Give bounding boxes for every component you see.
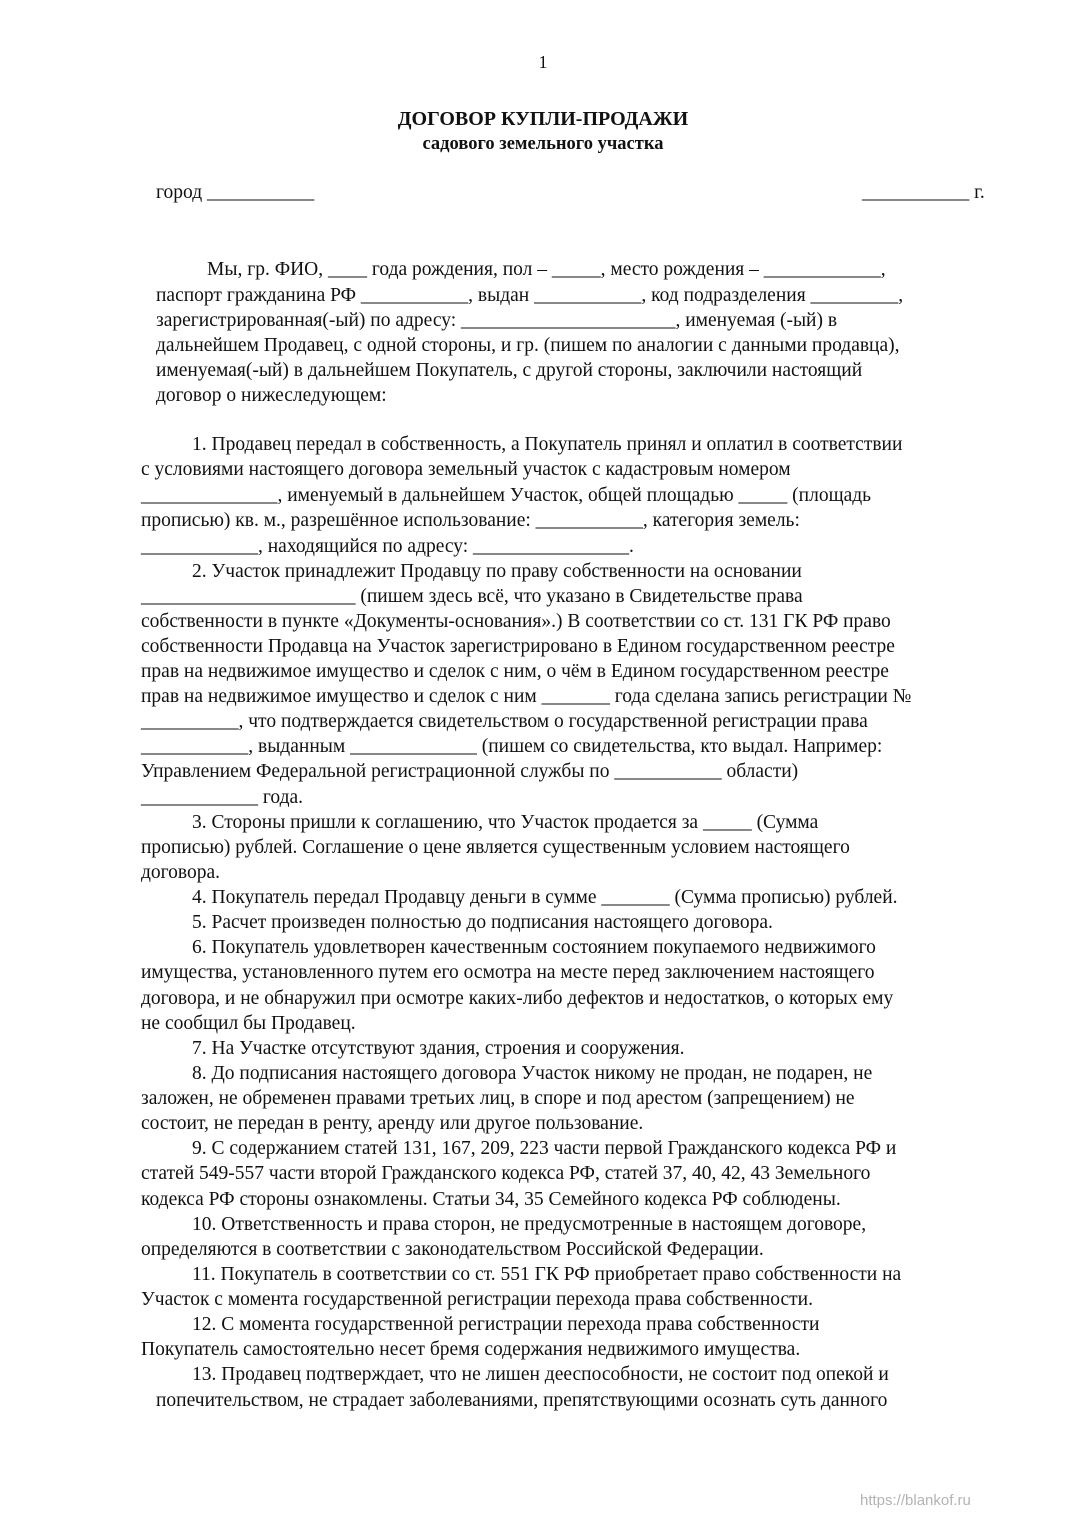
clause-line: 1. Продавец передал в собственность, а Покупатель принял и оплатил в соответствии <box>192 434 903 455</box>
clause-line: прав на недвижимое имущество и сделок с ним _______ года сделана запись регистрации № <box>141 686 912 707</box>
watermark-link: https://blankof.ru <box>860 1492 971 1509</box>
clause-line: имущества, установленного путем его осмотра на месте перед заключением настоящего <box>141 962 875 983</box>
clause-line: Участок с момента государственной регистрации перехода права собственности. <box>141 1289 813 1310</box>
clause-line: 10. Ответственность и права сторон, не предусмотренные в настоящем договоре, <box>192 1214 867 1235</box>
clause-line: 8. До подписания настоящего договора Участок никому не продан, не подарен, не <box>192 1063 873 1084</box>
clause-line: кодекса РФ стороны ознакомлены. Статьи 34, 35 Семейного кодекса РФ соблюдены. <box>141 1189 841 1210</box>
clause-line: 2. Участок принадлежит Продавцу по праву собственности на основании <box>192 561 802 582</box>
clause-line: собственности в пункте «Документы-основания».) В соответствии со ст. 131 ГК РФ право <box>141 611 891 632</box>
clause-line: 4. Покупатель передал Продавцу деньги в сумме _______ (Сумма прописью) рублей. <box>192 887 898 908</box>
clause-line: 3. Стороны пришли к соглашению, что Участок продается за _____ (Сумма <box>192 812 819 833</box>
clause-line: 9. С содержанием статей 131, 167, 209, 223 части первой Гражданского кодекса РФ и <box>192 1138 897 1159</box>
clause-line: 12. С момента государственной регистрации перехода права собственности <box>192 1314 820 1335</box>
clause-line: 7. На Участке отсутствуют здания, строения и сооружения. <box>192 1038 685 1059</box>
clause-line: 11. Покупатель в соответствии со ст. 551 ГК РФ приобретает право собственности на <box>192 1264 902 1285</box>
clause-line: не сообщил бы Продавец. <box>141 1013 356 1034</box>
preamble-line: паспорт гражданина РФ ___________, выдан ___________, код подразделения _________, <box>156 285 904 306</box>
clause-line: договора. <box>141 862 221 883</box>
clause-line: ______________________ (пишем здесь всё, что указано в Свидетельстве права <box>141 586 803 607</box>
preamble-line: договор о нижеследующем: <box>156 385 387 406</box>
clause-line: прописью) рублей. Соглашение о цене является существенным условием настоящего <box>141 837 850 858</box>
clause-line: 6. Покупатель удовлетворен качественным состоянием покупаемого недвижимого <box>192 937 876 958</box>
clause-line: ___________, выданным _____________ (пишем со свидетельства, кто выдал. Например: <box>141 736 883 757</box>
clause-line: ____________, находящийся по адресу: ________________. <box>141 536 634 557</box>
date-field: ___________ г. <box>862 182 985 203</box>
clause-line: 5. Расчет произведен полностью до подписания настоящего договора. <box>192 912 773 933</box>
clause-line: состоит, не передан в ренту, аренду или другое пользование. <box>141 1113 644 1134</box>
clause-line: Покупатель самостоятельно несет бремя содержания недвижимого имущества. <box>141 1339 801 1360</box>
clause-line: договора, и не обнаружил при осмотре каких-либо дефектов и недостатков, о которых ему <box>141 988 894 1009</box>
preamble-line: именуемая(-ый) в дальнейшем Покупатель, с другой стороны, заключили настоящий <box>156 360 863 381</box>
document-title: ДОГОВОР КУПЛИ-ПРОДАЖИ <box>397 108 689 130</box>
clause-line: определяются в соответствии с законодательством Российской Федерации. <box>141 1239 764 1260</box>
clause-line: заложен, не обременен правами третьих лиц, в споре и под арестом (запрещением) не <box>141 1088 855 1109</box>
preamble-line: зарегистрированная(-ый) по адресу: ______________________, именуемая (-ый) в <box>156 310 838 331</box>
clause-line: статей 549-557 части второй Гражданского кодекса РФ, статей 37, 40, 42, 43 Земельного <box>141 1163 871 1184</box>
page-number: 1 <box>538 52 548 72</box>
preamble-line: Мы, гр. ФИО, ____ года рождения, пол – _____, место рождения – ____________, <box>207 259 886 280</box>
clause-line: Управлением Федеральной регистрационной службы по ___________ области) <box>141 761 799 782</box>
clause-line: попечительством, не страдает заболеваниями, препятствующими осознать суть данного <box>156 1390 888 1411</box>
clause-line: прав на недвижимое имущество и сделок с ним, о чём в Едином государственном реестре <box>141 661 889 682</box>
preamble-line: дальнейшем Продавец, с одной стороны, и гр. (пишем по аналогии с данными продавца), <box>156 335 900 356</box>
clause-line: прописью) кв. м., разрешённое использование: ___________, категория земель: <box>141 510 800 531</box>
clause-line: __________, что подтверждается свидетельством о государственной регистрации права <box>141 711 868 732</box>
clause-line: 13. Продавец подтверждает, что не лишен дееспособности, не состоит под опекой и <box>192 1364 889 1385</box>
document-subtitle: садового земельного участка <box>422 134 664 154</box>
clause-line: с условиями настоящего договора земельный участок с кадастровым номером <box>141 459 791 480</box>
city-field: город ___________ <box>156 182 315 203</box>
clause-line: собственности Продавца на Участок зарегистрировано в Едином государственном реестре <box>141 636 895 657</box>
clause-line: ____________ года. <box>141 787 304 808</box>
clause-line: ______________, именуемый в дальнейшем Участок, общей площадью _____ (площадь <box>141 485 872 506</box>
